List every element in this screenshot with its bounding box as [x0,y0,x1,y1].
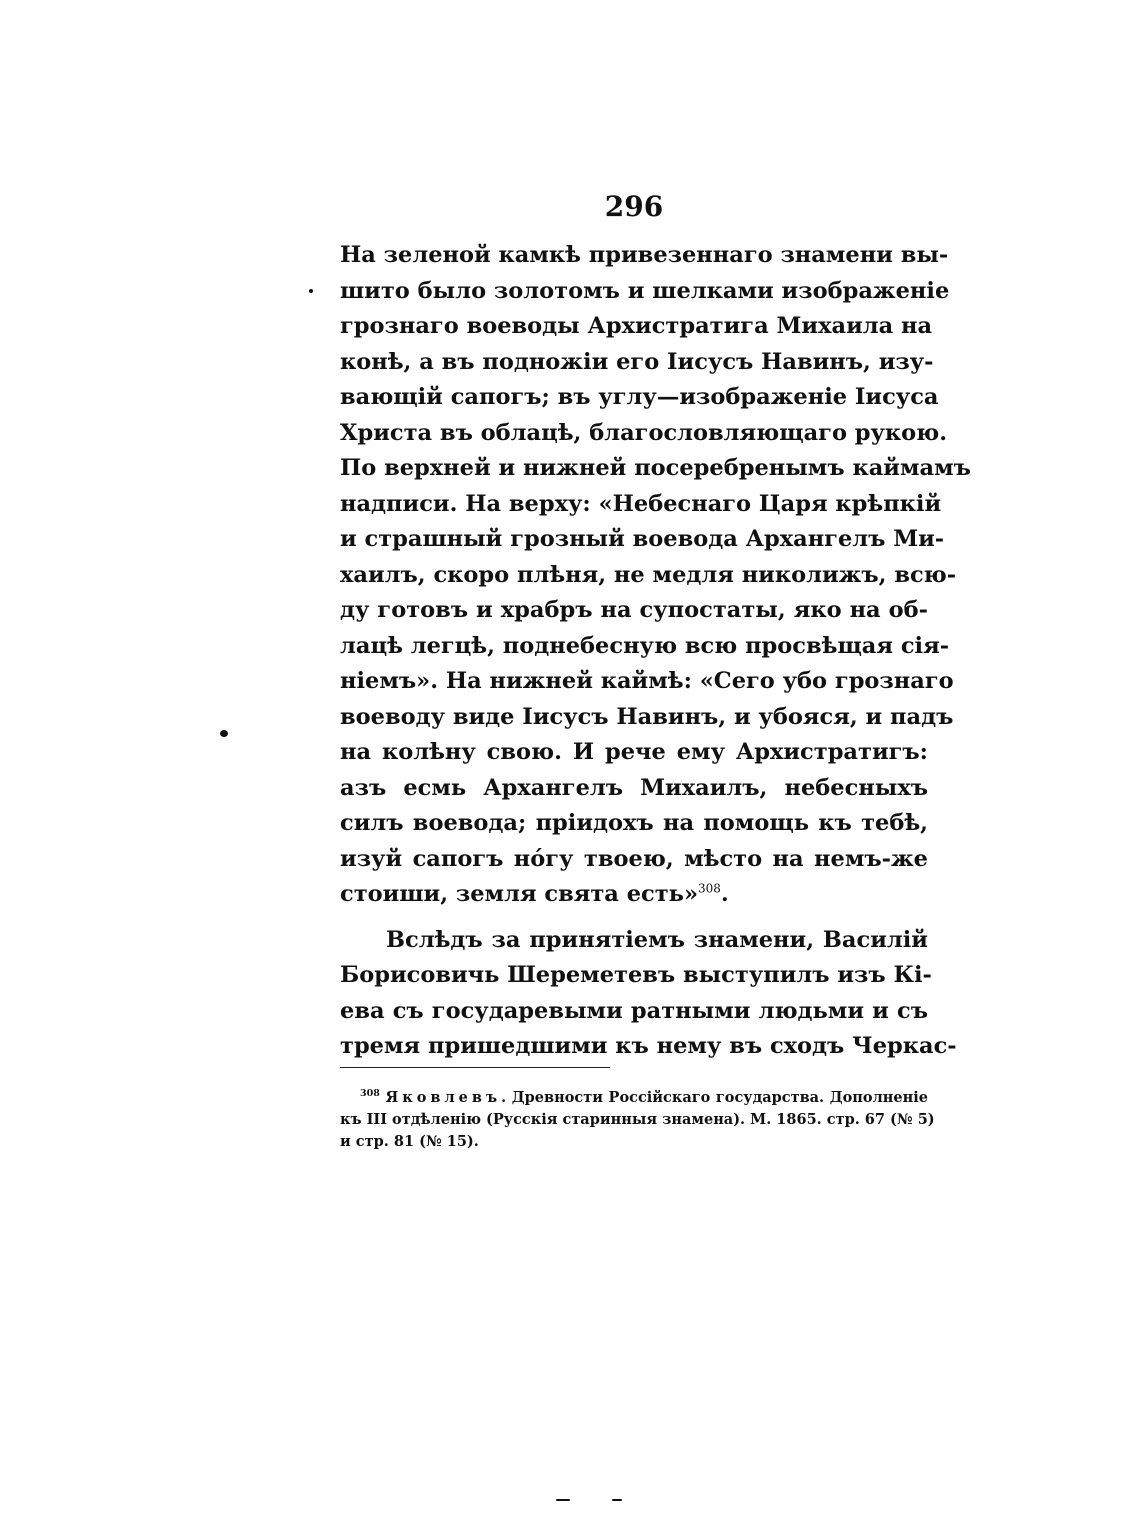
text-line: и страшный грозный воевода Архангелъ Ми- [340,526,945,552]
text-line: надписи. На верху: «Небеснаго Царя крѣпкій [340,490,942,517]
footnote-line [340,1087,928,1109]
paragraph-2-line: ева съ государевыми ратными людьми и съ [340,997,928,1024]
scan-speck [220,730,228,737]
text-line: азъ есмь Архангелъ Михаилъ, небесныхъ [340,774,928,801]
last-line-text: стоиши, земля свята есть» [340,881,699,907]
text-line: силъ воевода; пріидохъ на помощь къ тебѣ, [340,810,928,836]
text-line: хаилъ, скоро плѣня, не медля николижъ, всю- [340,561,957,588]
text-line: вающій сапогъ; въ углу—изображеніе Іисуса [340,384,939,410]
footnote-reference: 308 [698,881,721,896]
text-line: изуй сапогъ нóгу твоею, мѣсто на немъ-же [340,845,928,872]
text-line: конѣ, а въ подножіи его Іисусъ Навинъ, изу- [340,348,934,375]
text-line: шито было золотомъ и шелками изображеніе [340,277,950,304]
footnote-line: и стр. 81 (№ 15). [340,1133,479,1150]
text-line-last [340,877,928,913]
paragraph-2-line: тремя пришедшими къ нему въ сходъ Черкас- [340,1033,957,1059]
footnote [340,1087,935,1153]
paragraph-gap [340,913,928,923]
footnote-divider [340,1067,610,1068]
text-line: воеводу виде Іисусъ Навинъ, и убояся, и падъ [340,703,954,730]
scan-speck [612,1499,622,1501]
text-line: По верхней и нижней посеребренымъ каймамъ [340,455,971,481]
paragraph-2-line: Вслѣдъ за принятіемъ знамени, Василій [386,926,928,953]
footnote-line: къ III отдѣленію (Русскія старинныя знамена). М. 1865. стр. 67 (№ 5) [340,1111,935,1128]
scan-speck [556,1499,570,1501]
footnote-line-1-text: . Древности Россійскаго государства. Дополненіе [501,1089,928,1106]
text-line: лацѣ легцѣ, поднебесную всю просвѣщая сія- [340,632,950,659]
footnote-author: Яковлевъ [385,1089,502,1106]
text-line: Христа въ облацѣ, благословляющаго рукою. [340,419,948,446]
text-line: на колѣну свою. И рече ему Архистратигъ: [340,739,928,765]
text-line: ду готовъ и храбръ на супостаты, яко на об- [340,597,928,623]
text-line: грознаго воеводы Архистратига Михаила на [340,313,933,339]
footnote-number: 308 [360,1088,380,1100]
scan-speck [309,289,313,293]
last-line-period: . [720,881,729,907]
text-line: На зеленой камкѣ привезеннаго знамени вы- [340,242,949,268]
main-text [340,238,971,1065]
text-line: ніемъ». На нижней каймѣ: «Сего убо грознаго [340,668,954,694]
page-number: 296 [604,190,664,223]
paragraph-2-line: Борисовичь Шереметевъ выступилъ изъ Кі- [340,962,932,988]
